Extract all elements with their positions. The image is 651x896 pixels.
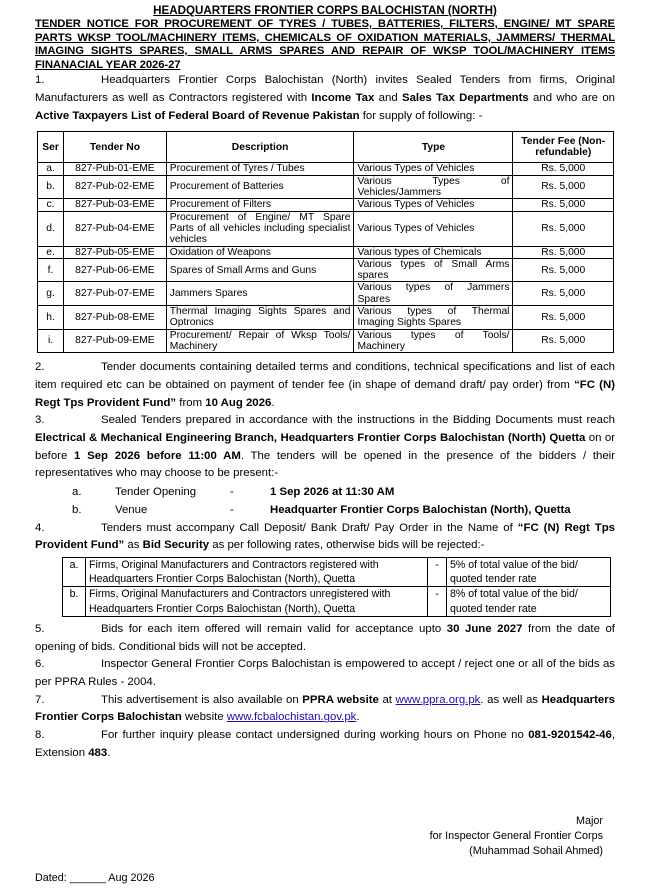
row-fee: Rs. 5,000 bbox=[513, 163, 614, 175]
row-tender-no: 827-Pub-08-EME bbox=[64, 306, 167, 330]
para-8: 8. For further inquiry please contact undersigned during working hours on Phone no 081-9201542-46, Extension 483. bbox=[35, 729, 615, 759]
row-type: Various Types of Vehicles bbox=[354, 163, 513, 175]
para-7: 7. This advertisement is also available on PPRA website at www.ppra.org.pk. as well as Headquarters Frontier Corps Balochistan website www.fcbalochistan.gov.pk. bbox=[35, 693, 615, 724]
row-fee: Rs. 5,000 bbox=[513, 211, 614, 246]
row-ser: d. bbox=[38, 211, 64, 246]
row-ser: c. bbox=[38, 199, 64, 211]
bid-security-table bbox=[62, 557, 611, 617]
table-row bbox=[38, 163, 614, 175]
row-tender-no: 827-Pub-05-EME bbox=[64, 246, 167, 258]
row-description: Jammers Spares bbox=[166, 282, 354, 306]
row-fee: Rs. 5,000 bbox=[513, 199, 614, 211]
row-ser: e. bbox=[38, 246, 64, 258]
table-row bbox=[38, 211, 614, 246]
row-type: Various types of Thermal Imaging Sights Spares bbox=[354, 306, 513, 330]
para-5: 5. Bids for each item offered will remain valid for acceptance upto 30 June 2027 from the date of opening of bids. Conditional bids will not be accepted. bbox=[35, 623, 615, 653]
row-ser: f. bbox=[38, 258, 64, 282]
table-row bbox=[38, 199, 614, 211]
table-row bbox=[38, 306, 614, 330]
row-description: Procurement of Tyres / Tubes bbox=[166, 163, 354, 175]
ppra-link[interactable]: www.ppra.org.pk bbox=[395, 693, 481, 706]
row-description: Thermal Imaging Sights Spares and Optronics bbox=[166, 306, 354, 330]
signature-block bbox=[430, 814, 603, 859]
para-2: 2. Tender documents containing detailed terms and conditions, technical specifications and list of each item required etc can be obtained on payment of tender fee (in shape of demand draft/ pay order) from “FC (N) Regt Tps Provident Fund” from 10 Aug 2026. bbox=[35, 361, 615, 409]
row-fee: Rs. 5,000 bbox=[513, 258, 614, 282]
col-description: Description bbox=[166, 132, 354, 163]
row-description: Oxidation of Weapons bbox=[166, 246, 354, 258]
row-type: Various Types of Vehicles bbox=[354, 211, 513, 246]
row-type: Various types of Chemicals bbox=[354, 246, 513, 258]
rate-row: b. Firms, Original Manufacturers and Contractors unregistered with Headquarters Frontier Corps Balochistan (North), Quetta - 8% of total value of the bid/ quoted tender rate bbox=[63, 587, 611, 617]
row-description: Procurement of Engine/ MT Spare Parts of all vehicles including specialist vehicles bbox=[166, 211, 354, 246]
row-type: Various types of Jammers Spares bbox=[354, 282, 513, 306]
row-tender-no: 827-Pub-06-EME bbox=[64, 258, 167, 282]
row-fee: Rs. 5,000 bbox=[513, 282, 614, 306]
row-tender-no: 827-Pub-02-EME bbox=[64, 175, 167, 199]
row-fee: Rs. 5,000 bbox=[513, 175, 614, 199]
row-tender-no: 827-Pub-03-EME bbox=[64, 199, 167, 211]
fc-website-link[interactable]: www.fcbalochistan.gov.pk bbox=[226, 711, 357, 724]
table-row bbox=[38, 246, 614, 258]
table-row bbox=[38, 282, 614, 306]
table-row bbox=[38, 329, 614, 353]
venue-item: b. Venue - Headquarter Frontier Corps Balochistan (North), Quetta bbox=[72, 504, 571, 517]
row-ser: i. bbox=[38, 329, 64, 353]
col-type: Type bbox=[354, 132, 513, 163]
row-type: Various Types of Vehicles bbox=[354, 199, 513, 211]
row-description: Procurement/ Repair of Wksp Tools/ Machinery bbox=[166, 329, 354, 353]
row-type: Various types of Tools/ Machinery bbox=[354, 329, 513, 353]
col-ser: Ser bbox=[38, 132, 64, 163]
tender-notice bbox=[35, 4, 615, 762]
table-header-row bbox=[38, 132, 614, 163]
org-heading: HEADQUARTERS FRONTIER CORPS BALOCHISTAN (NORTH) bbox=[153, 4, 497, 17]
signatory-rank: Major bbox=[576, 815, 603, 827]
row-description: Spares of Small Arms and Guns bbox=[166, 258, 354, 282]
col-tender-no: Tender No bbox=[64, 132, 167, 163]
row-description: Procurement of Batteries bbox=[166, 175, 354, 199]
signatory-for: for Inspector General Frontier Corps bbox=[429, 830, 603, 843]
signatory-name: (Muhammad Sohail Ahmed) bbox=[469, 845, 603, 858]
para-1: 1. Headquarters Frontier Corps Balochistan (North) invites Sealed Tenders from firms, Original Manufacturers as well as Contractors registered with Income Tax and Sales Tax Departments and who are on Active Taxpayers List of Federal Board of Revenue Pakistan for supply of following: - bbox=[35, 74, 615, 122]
row-type: Various types of Small Arms spares bbox=[354, 258, 513, 282]
notice-title: TENDER NOTICE FOR PROCUREMENT OF TYRES / TUBES, BATTERIES, FILTERS, ENGINE/ MT SPARE PARTS WKSP TOOL/MACHINERY ITEMS, CHEMICALS OF OXIDATION MATERIALS, JAMMERS/ THERMAL IMAGING SIGHTS SPARES, SMALL ARMS SPARES AND REPAIR OF WKSP TOOL/MACHINERY ITEMS FINANACIAL YEAR 2026-27 bbox=[35, 18, 615, 71]
row-type: Various Types of Vehicles/Jammers bbox=[354, 175, 513, 199]
col-fee: Tender Fee (Non-refundable) bbox=[513, 132, 614, 163]
row-tender-no: 827-Pub-07-EME bbox=[64, 282, 167, 306]
row-fee: Rs. 5,000 bbox=[513, 246, 614, 258]
row-tender-no: 827-Pub-01-EME bbox=[64, 163, 167, 175]
para-3: 3. Sealed Tenders prepared in accordance with the instructions in the Bidding Documents must reach Electrical & Mechanical Engineering Branch, Headquarters Frontier Corps Balochistan (North) Quetta on or before 1 Sep 2026 before 11:00 AM. The tenders will be opened in the presence of the bidders / their representatives who may choose to be present:- bbox=[35, 414, 615, 480]
row-tender-no: 827-Pub-09-EME bbox=[64, 329, 167, 353]
row-ser: a. bbox=[38, 163, 64, 175]
dated-line: Dated: ______ Aug 2026 bbox=[35, 872, 155, 884]
para-4: 4. Tenders must accompany Call Deposit/ Bank Draft/ Pay Order in the Name of “FC (N) Regt Tps Provident Fund” as Bid Security as per following rates, otherwise bids will be rejected:- bbox=[35, 521, 615, 552]
row-ser: g. bbox=[38, 282, 64, 306]
rate-row: a. Firms, Original Manufacturers and Contractors registered with Headquarters Frontier Corps Balochistan (North), Quetta - 5% of total value of the bid/ quoted tender rate bbox=[63, 557, 611, 587]
row-fee: Rs. 5,000 bbox=[513, 329, 614, 353]
opening-item: a. Tender Opening - 1 Sep 2026 at 11:30 AM bbox=[72, 486, 395, 499]
row-tender-no: 827-Pub-04-EME bbox=[64, 211, 167, 246]
row-fee: Rs. 5,000 bbox=[513, 306, 614, 330]
para-6: 6. Inspector General Frontier Corps Balochistan is empowered to accept / reject one or all of the bids as per PPRA Rules - 2004. bbox=[35, 658, 615, 689]
tender-table bbox=[37, 131, 614, 353]
row-description: Procurement of Filters bbox=[166, 199, 354, 211]
row-ser: h. bbox=[38, 306, 64, 330]
table-row bbox=[38, 175, 614, 199]
table-row bbox=[38, 258, 614, 282]
row-ser: b. bbox=[38, 175, 64, 199]
